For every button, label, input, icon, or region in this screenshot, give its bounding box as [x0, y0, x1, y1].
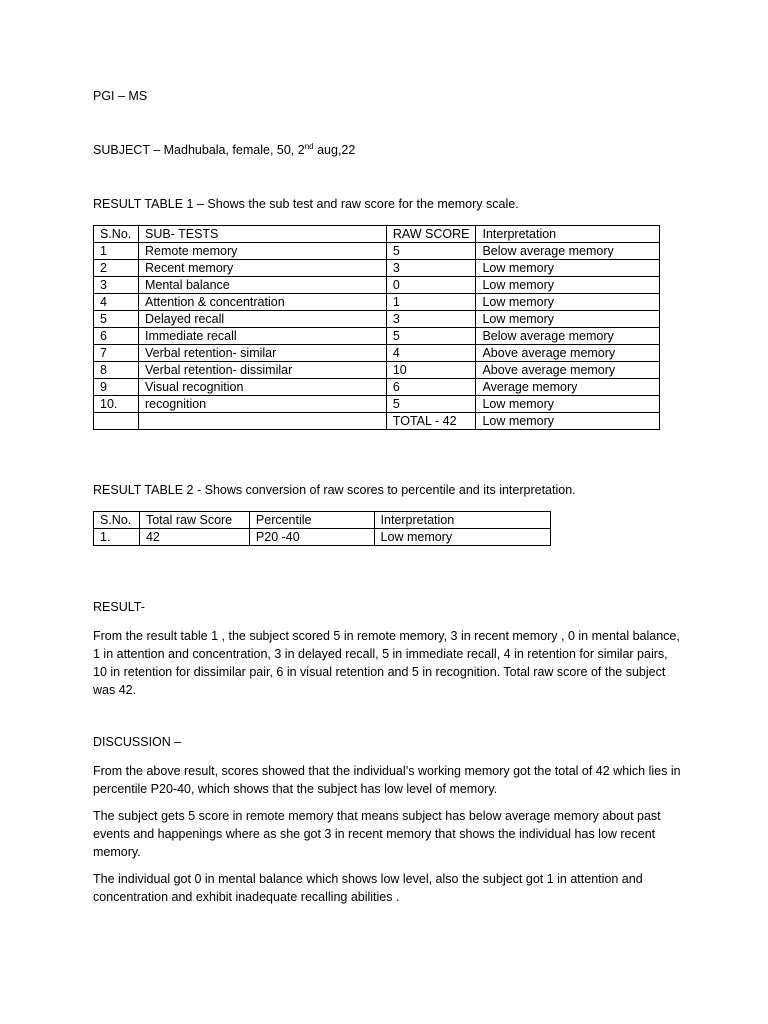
result-table-2: [93, 511, 551, 546]
header-cell: S.No.: [94, 226, 139, 243]
header-cell: S.No.: [94, 512, 140, 529]
subject-date-suffix: nd: [304, 142, 314, 151]
table-cell: Low memory: [476, 260, 660, 277]
subject-prefix: SUBJECT – Madhubala, female, 50, 2: [93, 143, 305, 157]
discussion-heading: DISCUSSION –: [93, 735, 182, 749]
table-cell: 3: [386, 311, 476, 328]
table-cell: Verbal retention- similar: [138, 345, 386, 362]
table-cell: 1.: [94, 529, 140, 546]
table-cell: Low memory: [374, 529, 550, 546]
table-header-row: [94, 512, 551, 529]
header-cell: Interpretation: [374, 512, 550, 529]
table-cell: recognition: [138, 396, 386, 413]
table-cell: 1: [386, 294, 476, 311]
table-cell: 0: [386, 277, 476, 294]
table-row: [94, 311, 660, 328]
table-cell: Below average memory: [476, 243, 660, 260]
table-row: [94, 345, 660, 362]
header-cell: RAW SCORE: [386, 226, 476, 243]
table-row: [94, 277, 660, 294]
table-cell: 9: [94, 379, 139, 396]
discussion-paragraph: From the above result, scores showed that the individual’s working memory got the total of 42 which lies in percentile P20-40, which shows that the subject has low level of memory.: [93, 764, 681, 796]
table-cell: 7: [94, 345, 139, 362]
table-cell: Above average memory: [476, 362, 660, 379]
table-cell: 5: [94, 311, 139, 328]
table-row: [94, 379, 660, 396]
header-cell: Interpretation: [476, 226, 660, 243]
table-cell: Low memory: [476, 277, 660, 294]
document-title: PGI – MS: [93, 89, 148, 103]
table-row: [94, 396, 660, 413]
header-cell: SUB- TESTS: [138, 226, 386, 243]
subject-suffix: aug,22: [313, 143, 356, 157]
table-cell: 6: [386, 379, 476, 396]
table-cell: 3: [386, 260, 476, 277]
table-cell: 2: [94, 260, 139, 277]
table-cell: Low memory: [476, 396, 660, 413]
table-row: [94, 294, 660, 311]
discussion-paragraph: The individual got 0 in mental balance which shows low level, also the subject got 1 in attention and concentration and exhibit inadequate recalling abilities .: [93, 872, 643, 904]
table-cell: 10.: [94, 396, 139, 413]
table-cell: Attention & concentration: [138, 294, 386, 311]
table-cell: 4: [94, 294, 139, 311]
table-cell: Delayed recall: [138, 311, 386, 328]
table-cell: 4: [386, 345, 476, 362]
table-cell: Visual recognition: [138, 379, 386, 396]
table-cell: Low memory: [476, 311, 660, 328]
result-table-1: [93, 225, 660, 430]
table-cell: P20 -40: [249, 529, 374, 546]
table-cell: Immediate recall: [138, 328, 386, 345]
table-cell: Low memory: [476, 294, 660, 311]
table-cell: 5: [386, 396, 476, 413]
table-cell: Remote memory: [138, 243, 386, 260]
table-header-row: [94, 226, 660, 243]
table-cell: Verbal retention- dissimilar: [138, 362, 386, 379]
table-cell: [138, 413, 386, 430]
table-cell: Mental balance: [138, 277, 386, 294]
subject-line: [93, 143, 355, 157]
table-cell: Low memory: [476, 413, 660, 430]
header-cell: Percentile: [249, 512, 374, 529]
table-row: [94, 243, 660, 260]
table-row: [94, 328, 660, 345]
result-heading: RESULT-: [93, 600, 145, 614]
table2-caption: RESULT TABLE 2 - Shows conversion of raw scores to percentile and its interpretation.: [93, 483, 576, 497]
table-cell: 10: [386, 362, 476, 379]
table1-caption: RESULT TABLE 1 – Shows the sub test and raw score for the memory scale.: [93, 197, 519, 211]
discussion-paragraph: The subject gets 5 score in remote memory that means subject has below average memory about past events and happenings where as she got 3 in recent memory that shows the individual has low recent memory.: [93, 809, 661, 859]
table-cell: Above average memory: [476, 345, 660, 362]
table-row: [94, 260, 660, 277]
table-cell: TOTAL - 42: [386, 413, 476, 430]
table-cell: 42: [139, 529, 249, 546]
table-row: [94, 362, 660, 379]
table-cell: [94, 413, 139, 430]
table-cell: 3: [94, 277, 139, 294]
table-cell: Below average memory: [476, 328, 660, 345]
result-paragraph: From the result table 1 , the subject scored 5 in remote memory, 3 in recent memory , 0 in mental balance, 1 in attention and concentration, 3 in delayed recall, 5 in immediate recall, 4 in retention for similar pairs, 10 in retention for dissimilar pair, 6 in visual retention and 5 in recognition. Total raw score of the subject was 42.: [93, 629, 680, 697]
table-cell: 6: [94, 328, 139, 345]
table-cell: 8: [94, 362, 139, 379]
table-cell: 5: [386, 328, 476, 345]
table-cell: Average memory: [476, 379, 660, 396]
table-cell: 1: [94, 243, 139, 260]
header-cell: Total raw Score: [139, 512, 249, 529]
table-cell: 5: [386, 243, 476, 260]
table-row: [94, 529, 551, 546]
table-cell: Recent memory: [138, 260, 386, 277]
table-total-row: [94, 413, 660, 430]
